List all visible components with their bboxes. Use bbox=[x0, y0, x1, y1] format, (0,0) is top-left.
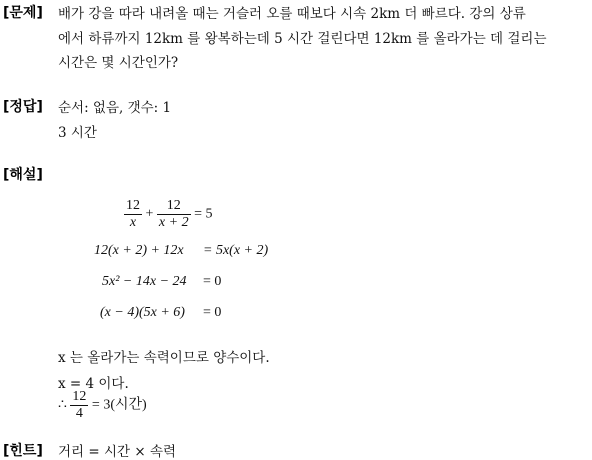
fraction-12-over-x bbox=[124, 198, 142, 231]
fraction-numerator: 12 bbox=[126, 198, 140, 213]
answer-order-count: 순서: 없음, 갯수: 1 bbox=[58, 100, 172, 116]
problem-line-1: 배가 강을 따라 내려올 때는 거슬러 오를 때보다 시속 2km 더 빠르다. 강의 상류 bbox=[58, 6, 526, 22]
answer-tag: [정답] bbox=[3, 99, 43, 115]
fraction-numerator: 12 bbox=[157, 198, 191, 215]
fraction-numerator: 12 bbox=[72, 389, 87, 404]
final-equation bbox=[58, 389, 147, 422]
problem-line-3: 시간은 몇 시간인가? bbox=[58, 55, 179, 71]
problem-tag: [문제] bbox=[3, 5, 43, 21]
equation-rhs: = 3(시간) bbox=[91, 397, 147, 413]
equation-2-lhs: 12(x + 2) + 12x bbox=[94, 243, 184, 258]
equation-3-rhs: = 0 bbox=[203, 274, 222, 289]
fraction-denominator: 4 bbox=[75, 406, 83, 421]
fraction-denominator: x bbox=[129, 215, 137, 230]
equation-2-rhs: = 5x(x + 2) bbox=[203, 243, 269, 258]
equation-4-rhs: = 0 bbox=[203, 305, 222, 320]
fraction-12-over-4 bbox=[70, 389, 88, 422]
plus-sign: + bbox=[145, 206, 154, 222]
hint-tag: [힌트] bbox=[3, 443, 43, 459]
explanation-note-1: x 는 올라가는 속력이므로 양수이다. bbox=[58, 350, 270, 366]
hint-text: 거리 = 시간 × 속력 bbox=[58, 444, 177, 460]
equation-3-lhs: 5x² − 14x − 24 bbox=[102, 274, 187, 289]
equation-4-lhs: (x − 4)(5x + 6) bbox=[100, 305, 185, 320]
equation-1 bbox=[124, 198, 212, 231]
fraction-12-over-x-plus-2 bbox=[157, 198, 191, 231]
answer-value: 3 시간 bbox=[58, 125, 97, 141]
fraction-denominator: x + 2 bbox=[158, 215, 189, 230]
equation-rhs: = 5 bbox=[194, 206, 213, 222]
therefore-symbol: ∴ bbox=[58, 397, 67, 413]
problem-line-2: 에서 하류까지 12km 를 왕복하는데 5 시간 걸린다면 12km 를 올라가는 데 걸리는 bbox=[58, 31, 547, 47]
explanation-tag: [해설] bbox=[3, 167, 43, 183]
explanation-note-2: x = 4 이다. bbox=[58, 376, 129, 392]
